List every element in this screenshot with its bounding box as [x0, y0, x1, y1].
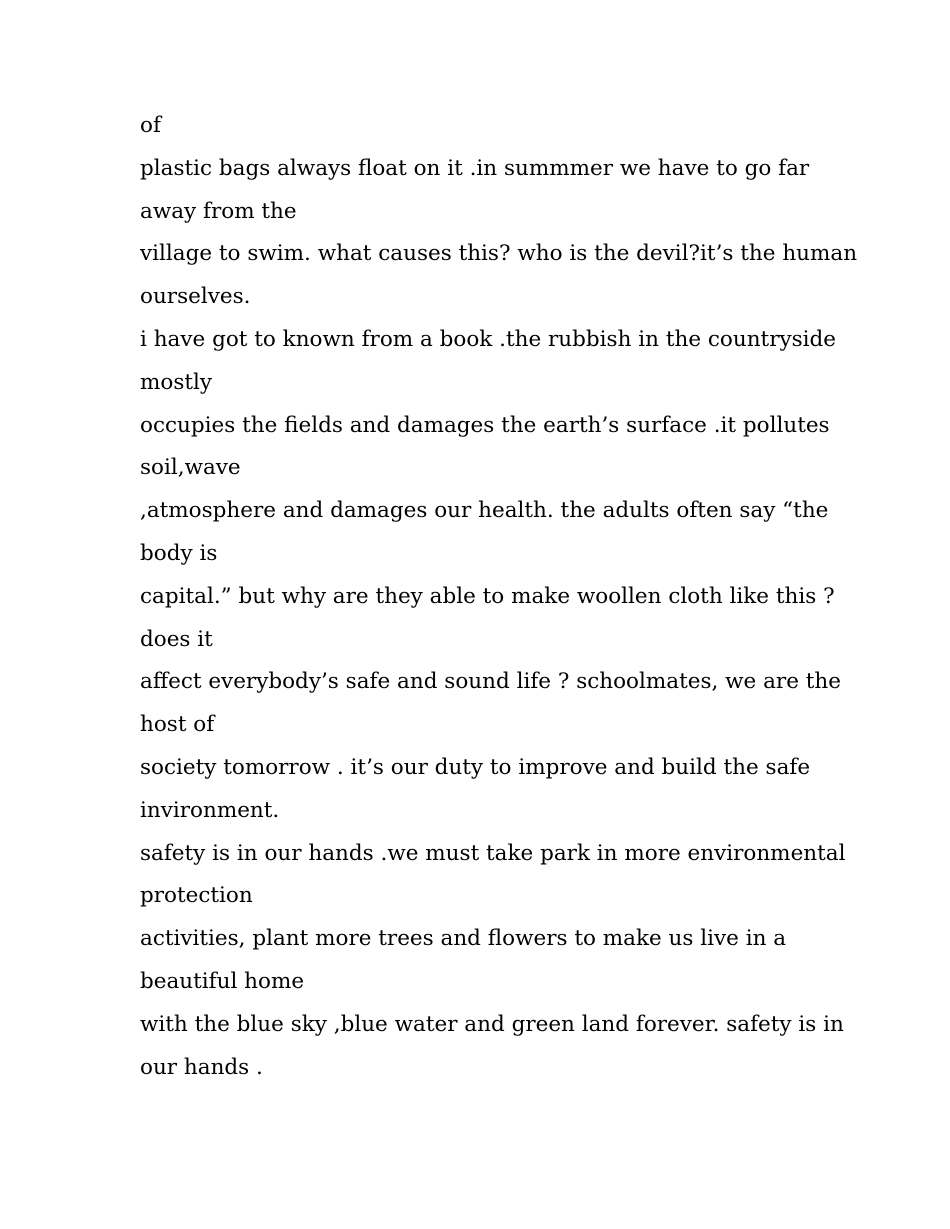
text-line: beautiful home [140, 968, 305, 994]
text-line: affect everybody’s safe and sound life ? schoolmates, we are the [140, 669, 841, 695]
text-line: with the blue sky ,blue water and green land forever. safety is in [140, 1011, 844, 1037]
text-line: capital.” but why are they able to make woollen cloth like this ? [140, 583, 835, 609]
text-line: village to swim. what causes this? who is the devil?it’s the human [140, 241, 858, 267]
text-line: of [140, 113, 161, 138]
text-line: society tomorrow . it’s our duty to improve and build the safe [140, 754, 811, 780]
text-line: host of [140, 712, 215, 738]
text-line: protection [140, 883, 253, 909]
text-line: i have got to known from a book .the rubbish in the countryside [140, 326, 837, 352]
text-line: our hands . [140, 1054, 263, 1080]
text-line: body is [140, 540, 218, 566]
text-line: mostly [140, 369, 213, 395]
text-line: ,atmosphere and damages our health. the adults often say “the [140, 498, 829, 524]
text-line: plastic bags always float on it .in summmer we have to go far [140, 155, 810, 181]
text-line: occupies the fields and damages the earth’s surface .it pollutes [140, 412, 830, 438]
text-line: soil,wave [140, 455, 241, 481]
text-line: invironment. [140, 797, 280, 823]
text-line: does it [140, 626, 213, 652]
text-line: safety is in our hands .we must take park in more environmental [140, 840, 846, 866]
text-line: ourselves. [140, 284, 251, 310]
document-body [140, 105, 858, 1089]
text-line: activities, plant more trees and flowers to make us live in a [140, 926, 787, 952]
text-line: away from the [140, 198, 297, 224]
